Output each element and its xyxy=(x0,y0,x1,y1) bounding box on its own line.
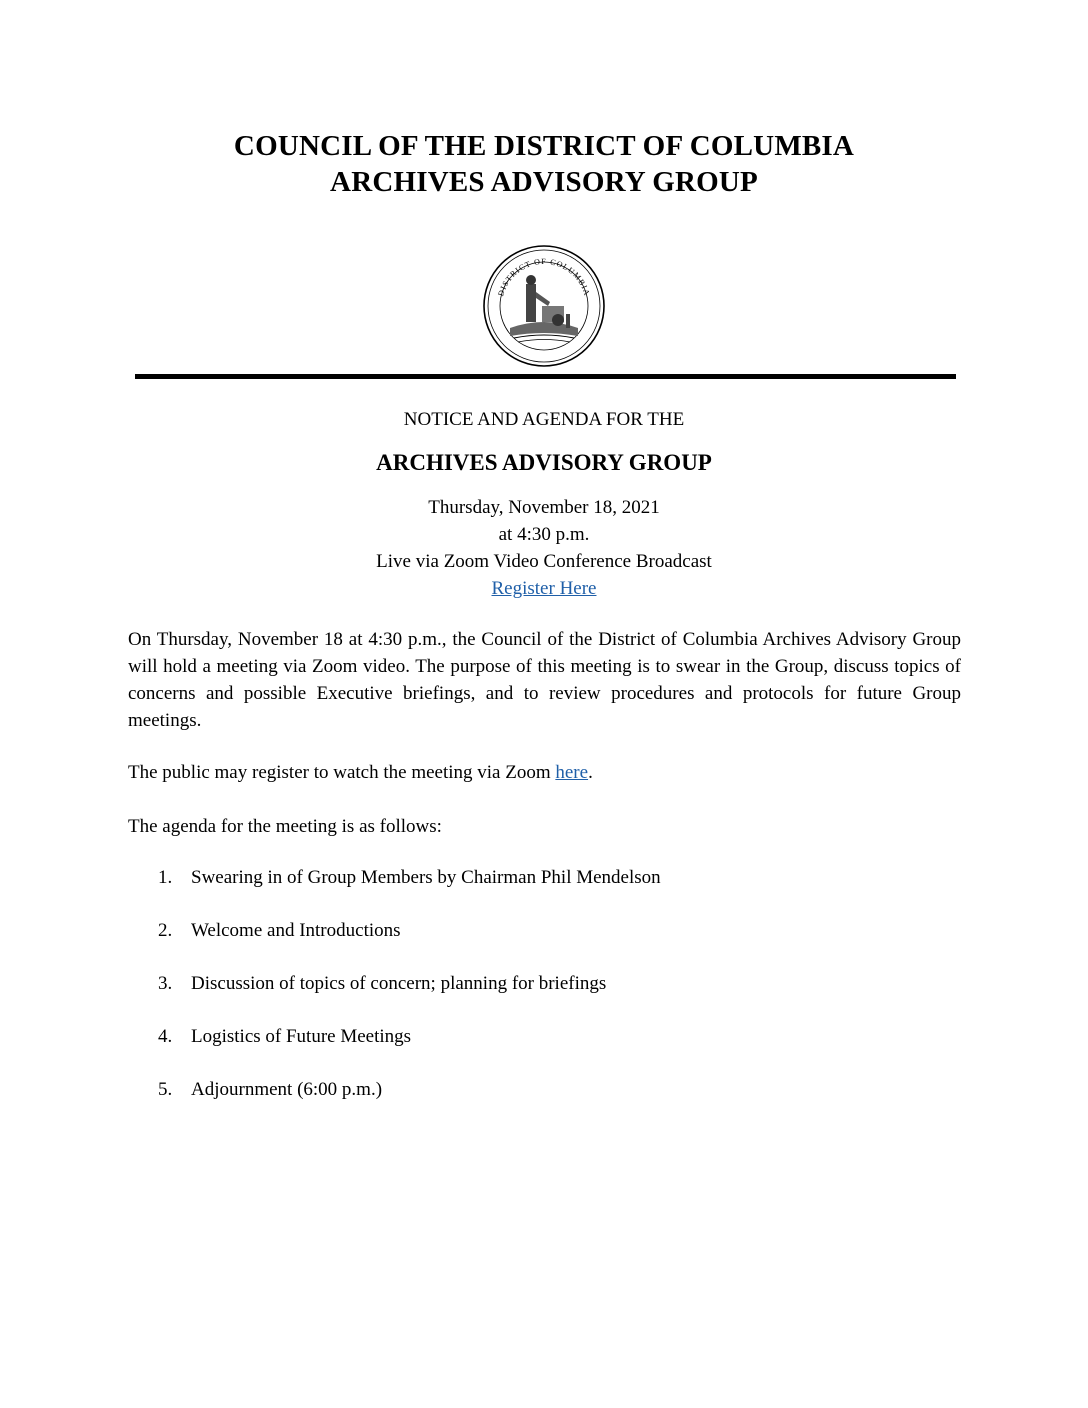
public-register-text: The public may register to watch the meeting via Zoom xyxy=(128,762,556,783)
notice-line: NOTICE AND AGENDA FOR THE xyxy=(403,409,685,430)
agenda-item-text: Adjournment (6:00 p.m.) xyxy=(191,1079,383,1100)
agenda-item-number: 2. xyxy=(158,920,173,941)
dc-seal-icon xyxy=(482,244,606,368)
svg-text:DISTRICT OF COLUMBIA: DISTRICT OF COLUMBIA xyxy=(496,256,592,298)
agenda-item-text: Swearing in of Group Members by Chairman Phil Mendelson xyxy=(191,867,661,888)
meeting-details xyxy=(0,494,1088,602)
agenda-item-number: 1. xyxy=(158,867,173,888)
agenda-intro: The agenda for the meeting is as follows: xyxy=(128,816,442,837)
horizontal-rule xyxy=(135,374,956,379)
meeting-date: Thursday, November 18, 2021 xyxy=(428,497,660,518)
agenda-item-text: Logistics of Future Meetings xyxy=(191,1026,412,1047)
intro-paragraph: On Thursday, November 18 at 4:30 p.m., the Council of the District of Columbia Archives Advisory Group will hold a meeting via Zoom video. The purpose of this meeting is to swear in the Group, discuss topics of concerns and possible Executive briefings, and to review procedures and protocols for future Group meetings. xyxy=(128,629,961,731)
agenda-item-number: 3. xyxy=(158,973,173,994)
agenda-item-text: Discussion of topics of concern; planning for briefings xyxy=(191,973,607,994)
register-here-link[interactable]: Register Here xyxy=(491,578,597,599)
document-header xyxy=(0,128,1088,200)
header-line-2: ARCHIVES ADVISORY GROUP xyxy=(330,166,758,198)
public-register-line xyxy=(128,759,593,786)
agenda-item-number: 5. xyxy=(158,1079,173,1100)
meeting-time: at 4:30 p.m. xyxy=(498,524,590,545)
meeting-venue: Live via Zoom Video Conference Broadcast xyxy=(376,551,712,572)
zoom-here-link[interactable]: here xyxy=(555,762,589,783)
public-register-suffix: . xyxy=(588,762,593,783)
agenda-item-text: Welcome and Introductions xyxy=(191,920,401,941)
group-title: ARCHIVES ADVISORY GROUP xyxy=(376,450,712,475)
header-line-1: COUNCIL OF THE DISTRICT OF COLUMBIA xyxy=(233,130,855,162)
agenda-item-number: 4. xyxy=(158,1026,173,1047)
